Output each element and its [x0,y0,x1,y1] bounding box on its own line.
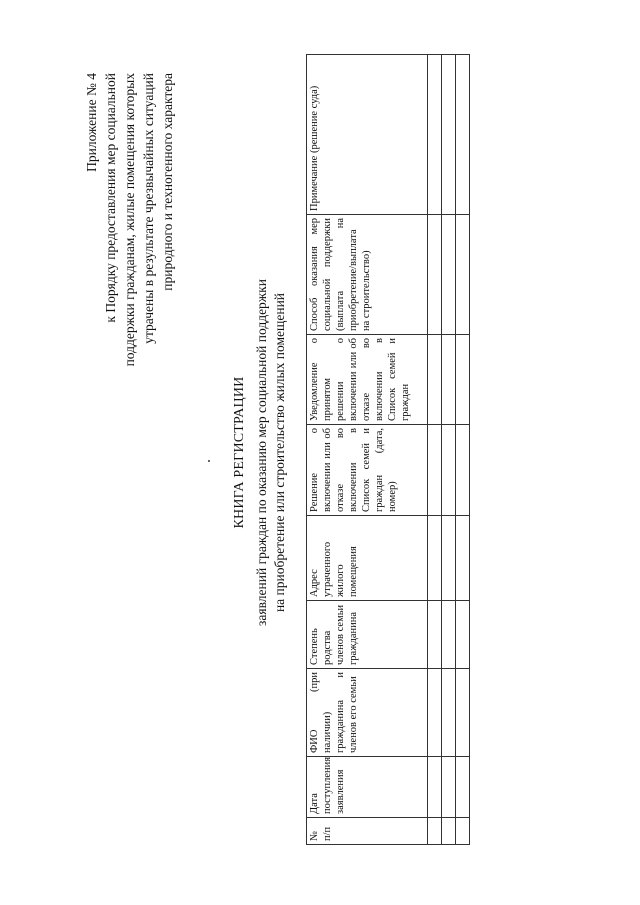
table-cell [428,818,442,845]
table-cell [456,335,470,425]
header-note: Примечание (решение суда) [307,55,428,215]
table-cell [442,215,456,335]
table-cell [442,516,456,601]
header-number: № п/п [307,818,428,845]
header-date: Дата поступления заявления [307,757,428,818]
table-cell [428,516,442,601]
table-cell [456,818,470,845]
table-cell [428,55,442,215]
table-cell [456,669,470,757]
appendix-line: Приложение № 4 [84,73,99,172]
registration-table [306,54,470,845]
table-body [428,55,470,845]
table-row [456,55,470,845]
header-address: Адрес утраченного жилого помещения [307,516,428,601]
appendix-line: поддержки гражданам, жилые помещения которых [122,73,137,367]
table-cell [442,818,456,845]
appendix-line: утрачены в результате чрезвычайных ситуаций [141,73,156,344]
table-row [442,55,456,845]
table-cell [442,55,456,215]
header-relationship: Степень родства членов семьи гражданина [307,601,428,669]
document-title: КНИГА РЕГИСТРАЦИИ [232,376,247,529]
table-cell [428,601,442,669]
header-support-method: Способ оказания мер социальной поддержки (выплата на приобретение/выплата на строительство) [307,215,428,335]
appendix-line: к Порядку предоставления мер социальной [103,73,118,323]
subtitle-line: на приобретение или строительство жилых помещений [272,292,287,613]
scan-speck [208,460,210,462]
table-cell [442,757,456,818]
table-cell [428,335,442,425]
table-cell [428,215,442,335]
table-cell [442,425,456,516]
table-cell [442,601,456,669]
appendix-line: природного и техногенного характера [160,73,175,291]
header-decision: Решение о включении или об отказе во включении в Список семей и граждан (дата, номер) [307,425,428,516]
table-cell [456,757,470,818]
table-header-row [307,55,428,845]
appendix-header [82,73,177,593]
document-subtitle [253,0,289,905]
subtitle-line: заявлений граждан по оказанию мер социальной поддержки [254,279,269,626]
table-cell [428,669,442,757]
table-cell [442,335,456,425]
header-full-name: ФИО (при наличии) гражданина и членов его семьи [307,669,428,757]
table-cell [428,425,442,516]
header-notification: Уведомление о принятом решении о включении или об отказе во включении в Список семей и граждан [307,335,428,425]
table-row [428,55,442,845]
table-cell [428,757,442,818]
table-cell [456,516,470,601]
table-cell [442,669,456,757]
table-cell [456,601,470,669]
table-cell [456,215,470,335]
table-cell [456,425,470,516]
table-cell [456,55,470,215]
